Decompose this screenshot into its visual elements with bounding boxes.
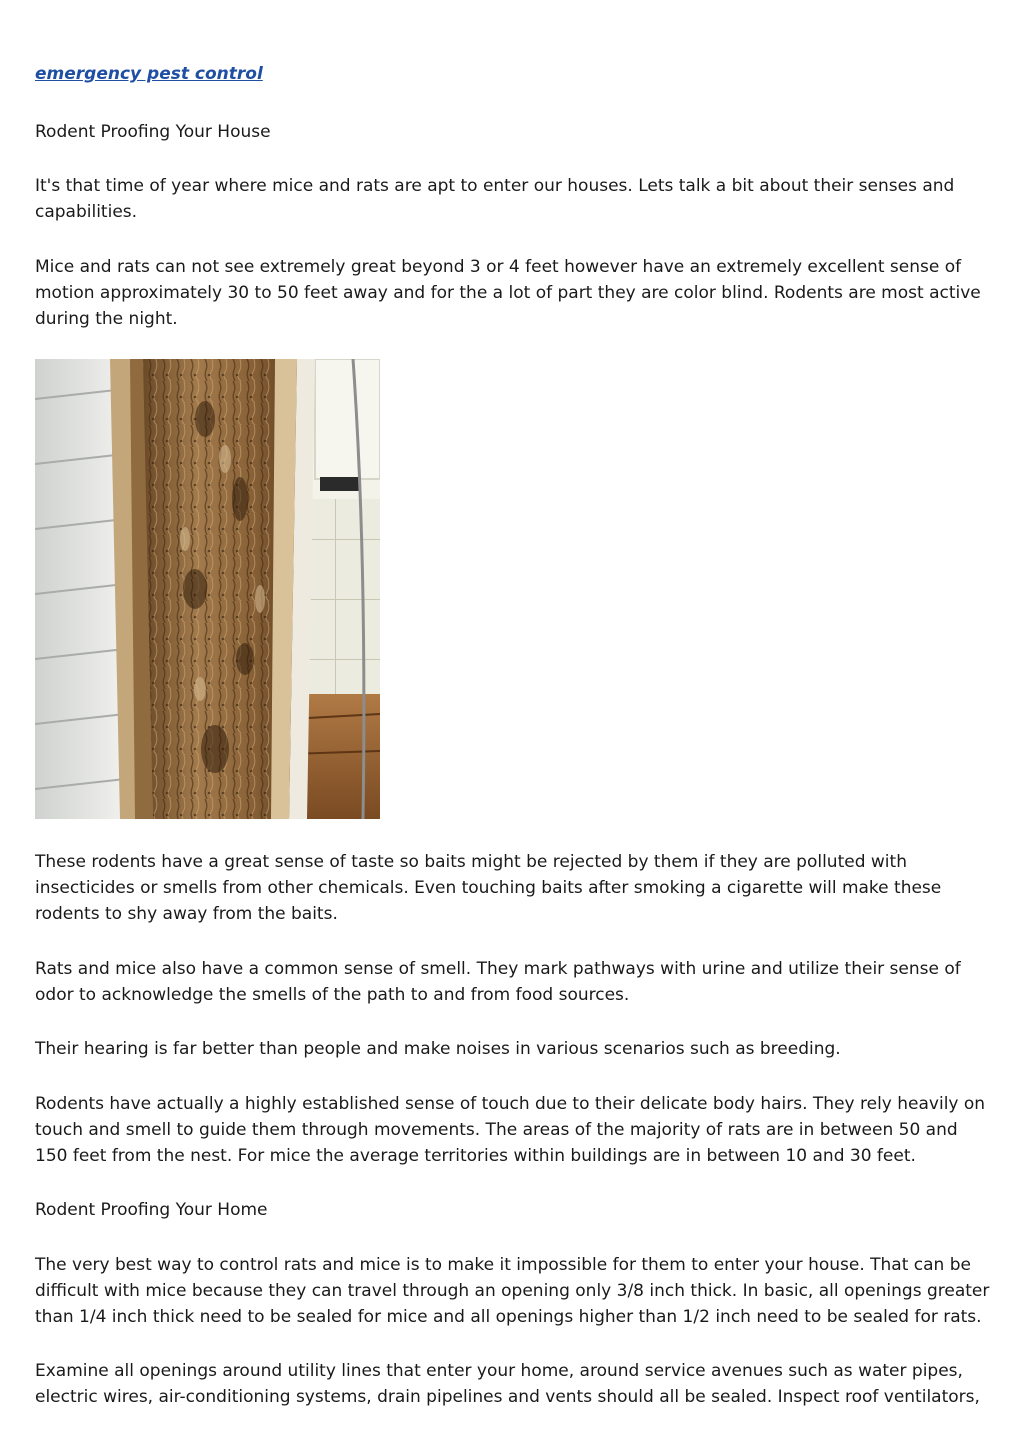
emergency-pest-control-link[interactable]: emergency pest control (35, 64, 263, 84)
heading-rodent-proofing-home: Rodent Proofing Your Home (35, 1200, 268, 1220)
paragraph-vision: Mice and rats can not see extremely great beyond 3 or 4 feet however have an extremely excellent sense of motion approximately 30 to 50 feet away and for the a lot of part they are color blind. Rodents are most active during the night. (35, 257, 981, 329)
termite-damaged-wood-photo (35, 359, 380, 819)
paragraph-smell: Rats and mice also have a common sense of smell. They mark pathways with urine and utilize their sense of odor to acknowledge the smells of the path to and from food sources. (35, 959, 961, 1005)
paragraph-taste: These rodents have a great sense of taste so baits might be rejected by them if they are polluted with insecticides or smells from other chemicals. Even touching baits after smoking a cigarette will make these rodents to shy away from the baits. (35, 852, 942, 924)
paragraph-hearing: Their hearing is far better than people and make noises in various scenarios such as breeding. (35, 1039, 841, 1059)
paragraph-control: The very best way to control rats and mice is to make it impossible for them to enter your house. That can be difficult with mice because they can travel through an opening only 3/8 inch thick. In basic, all openings greater than 1/4 inch thick need to be sealed for mice and all openings higher than 1/2 inch need to be sealed for rats. (35, 1255, 990, 1327)
paragraph-intro: It's that time of year where mice and rats are apt to enter our houses. Lets talk a bit about their senses and capabilities. (35, 176, 955, 222)
paragraph-touch: Rodents have actually a highly established sense of touch due to their delicate body hairs. They rely heavily on touch and smell to guide them through movements. The areas of the majority of rats are in between 50 and 150 feet from the nest. For mice the average territories within buildings are in between 10 and 30 feet. (35, 1094, 986, 1166)
paragraph-examine-openings: Examine all openings around utility lines that enter your home, around service avenues such as water pipes, electric wires, air-conditioning systems, drain pipelines and vents should all be sealed. Inspect roof ventilators, (35, 1361, 980, 1407)
heading-rodent-proofing-house: Rodent Proofing Your House (35, 122, 271, 142)
